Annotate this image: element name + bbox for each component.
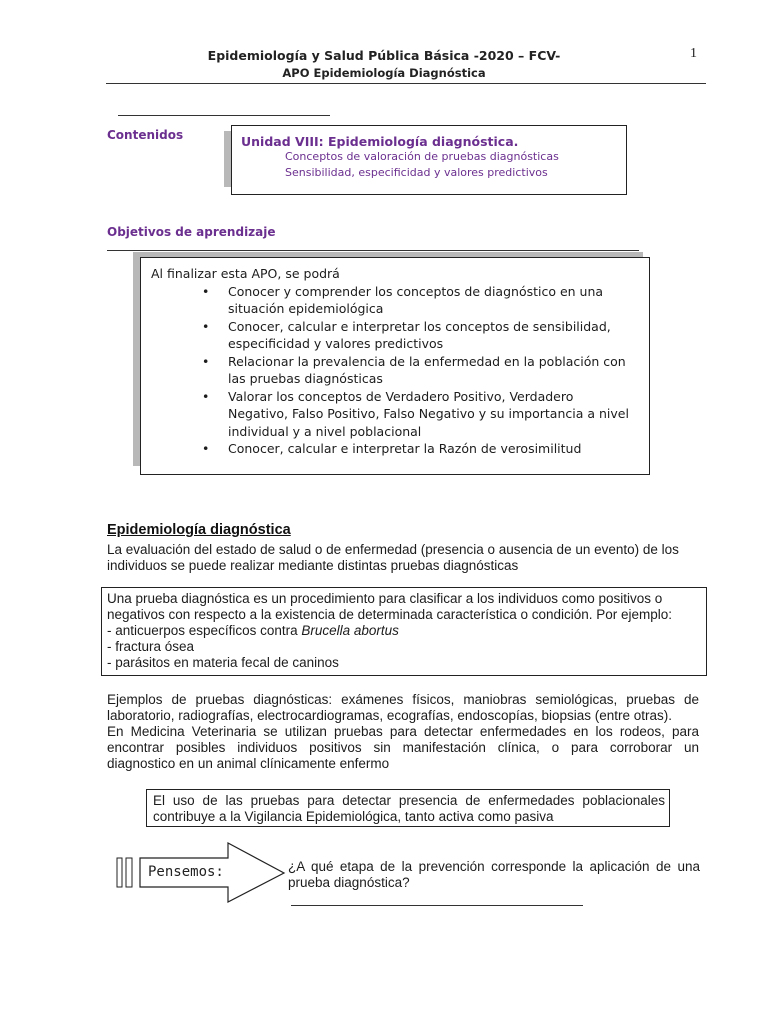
objective-item: • Conocer, calcular e interpretar la Razón de verosimilitud xyxy=(202,441,582,456)
section-divider xyxy=(118,115,330,116)
objectives-label: Objetivos de aprendizaje xyxy=(107,225,276,239)
objective-item: • Conocer y comprender los conceptos de diagnóstico en una situación epidemiológica xyxy=(202,283,604,316)
objective-item: • Conocer, calcular e interpretar los conceptos de sensibilidad, especificidad y valores predictivos xyxy=(202,318,611,351)
section-intro: La evaluación del estado de salud o de enfermedad (presencia o ausencia de un evento) de los individuos se puede realizar mediante distintas pruebas diagnósticas xyxy=(107,542,679,573)
objective-item: • Valorar los conceptos de Verdadero Positivo, Verdadero Negativo, Falso Positivo, Falso Negativo y su importancia a nivel individual y a nivel poblacional xyxy=(202,388,629,439)
page-number: 1 xyxy=(690,46,697,61)
examples-paragraph: Ejemplos de pruebas diagnósticas: exámenes físicos, maniobras semiológicas, pruebas de laboratorio, radiografías, electrocardiogramas, ecografías, endoscopías, biopsias (entre otras). En Medicina Veterinaria se utilizan pruebas para detectar enfermedades en los rodeos, para encontrar posibles individuos positivos sin manifestación clínica, o para corroborar un diagnostico en un animal clínicamente enfermo xyxy=(107,692,699,771)
bullet-icon: • xyxy=(202,388,210,404)
pensemos-label: Pensemos: xyxy=(148,864,224,880)
contents-item: Sensibilidad, especificidad y valores predictivos xyxy=(285,166,548,179)
document-header-subtitle: APO Epidemiología Diagnóstica xyxy=(282,66,486,80)
surveillance-box: El uso de las pruebas para detectar presencia de enfermedades poblacionales contribuye a la Vigilancia Epidemiológica, tanto activa como pasiva xyxy=(146,789,670,827)
definition-line: negativos con respecto a la existencia de determinada característica o condición. Por ejemplo: xyxy=(107,607,673,622)
example-item: - anticuerpos específicos contra Brucella abortus xyxy=(107,623,399,638)
bullet-icon: • xyxy=(202,318,210,334)
contents-box xyxy=(231,125,627,195)
objectives-intro: Al finalizar esta APO, se podrá xyxy=(151,266,340,281)
document-header-title: Epidemiología y Salud Pública Básica -2020 – FCV- xyxy=(207,48,561,63)
think-question: ¿A qué etapa de la prevención corresponde la aplicación de una prueba diagnóstica? xyxy=(288,859,700,890)
example-item: - fractura ósea xyxy=(107,639,195,654)
objectives-list xyxy=(202,283,632,458)
contents-item: Conceptos de valoración de pruebas diagnósticas xyxy=(285,150,559,163)
section-title: Epidemiología diagnóstica xyxy=(107,522,291,538)
objectives-divider xyxy=(107,250,639,251)
bullet-icon: • xyxy=(202,353,210,369)
definition-line: Una prueba diagnóstica es un procedimiento para clasificar a los individuos como positivos o xyxy=(107,591,663,606)
bullet-icon: • xyxy=(202,441,210,456)
contents-label: Contenidos xyxy=(107,128,184,142)
unit-title: Unidad VIII: Epidemiología diagnóstica. xyxy=(241,134,519,149)
objective-item: • Relacionar la prevalencia de la enfermedad en la población con las pruebas diagnósticas xyxy=(202,353,626,386)
objectives-box xyxy=(140,257,650,475)
answer-line xyxy=(291,905,583,906)
bullet-icon: • xyxy=(202,283,210,299)
header-divider xyxy=(106,83,706,84)
definition-box xyxy=(101,587,707,676)
example-item: - parásitos en materia fecal de caninos xyxy=(107,655,339,670)
